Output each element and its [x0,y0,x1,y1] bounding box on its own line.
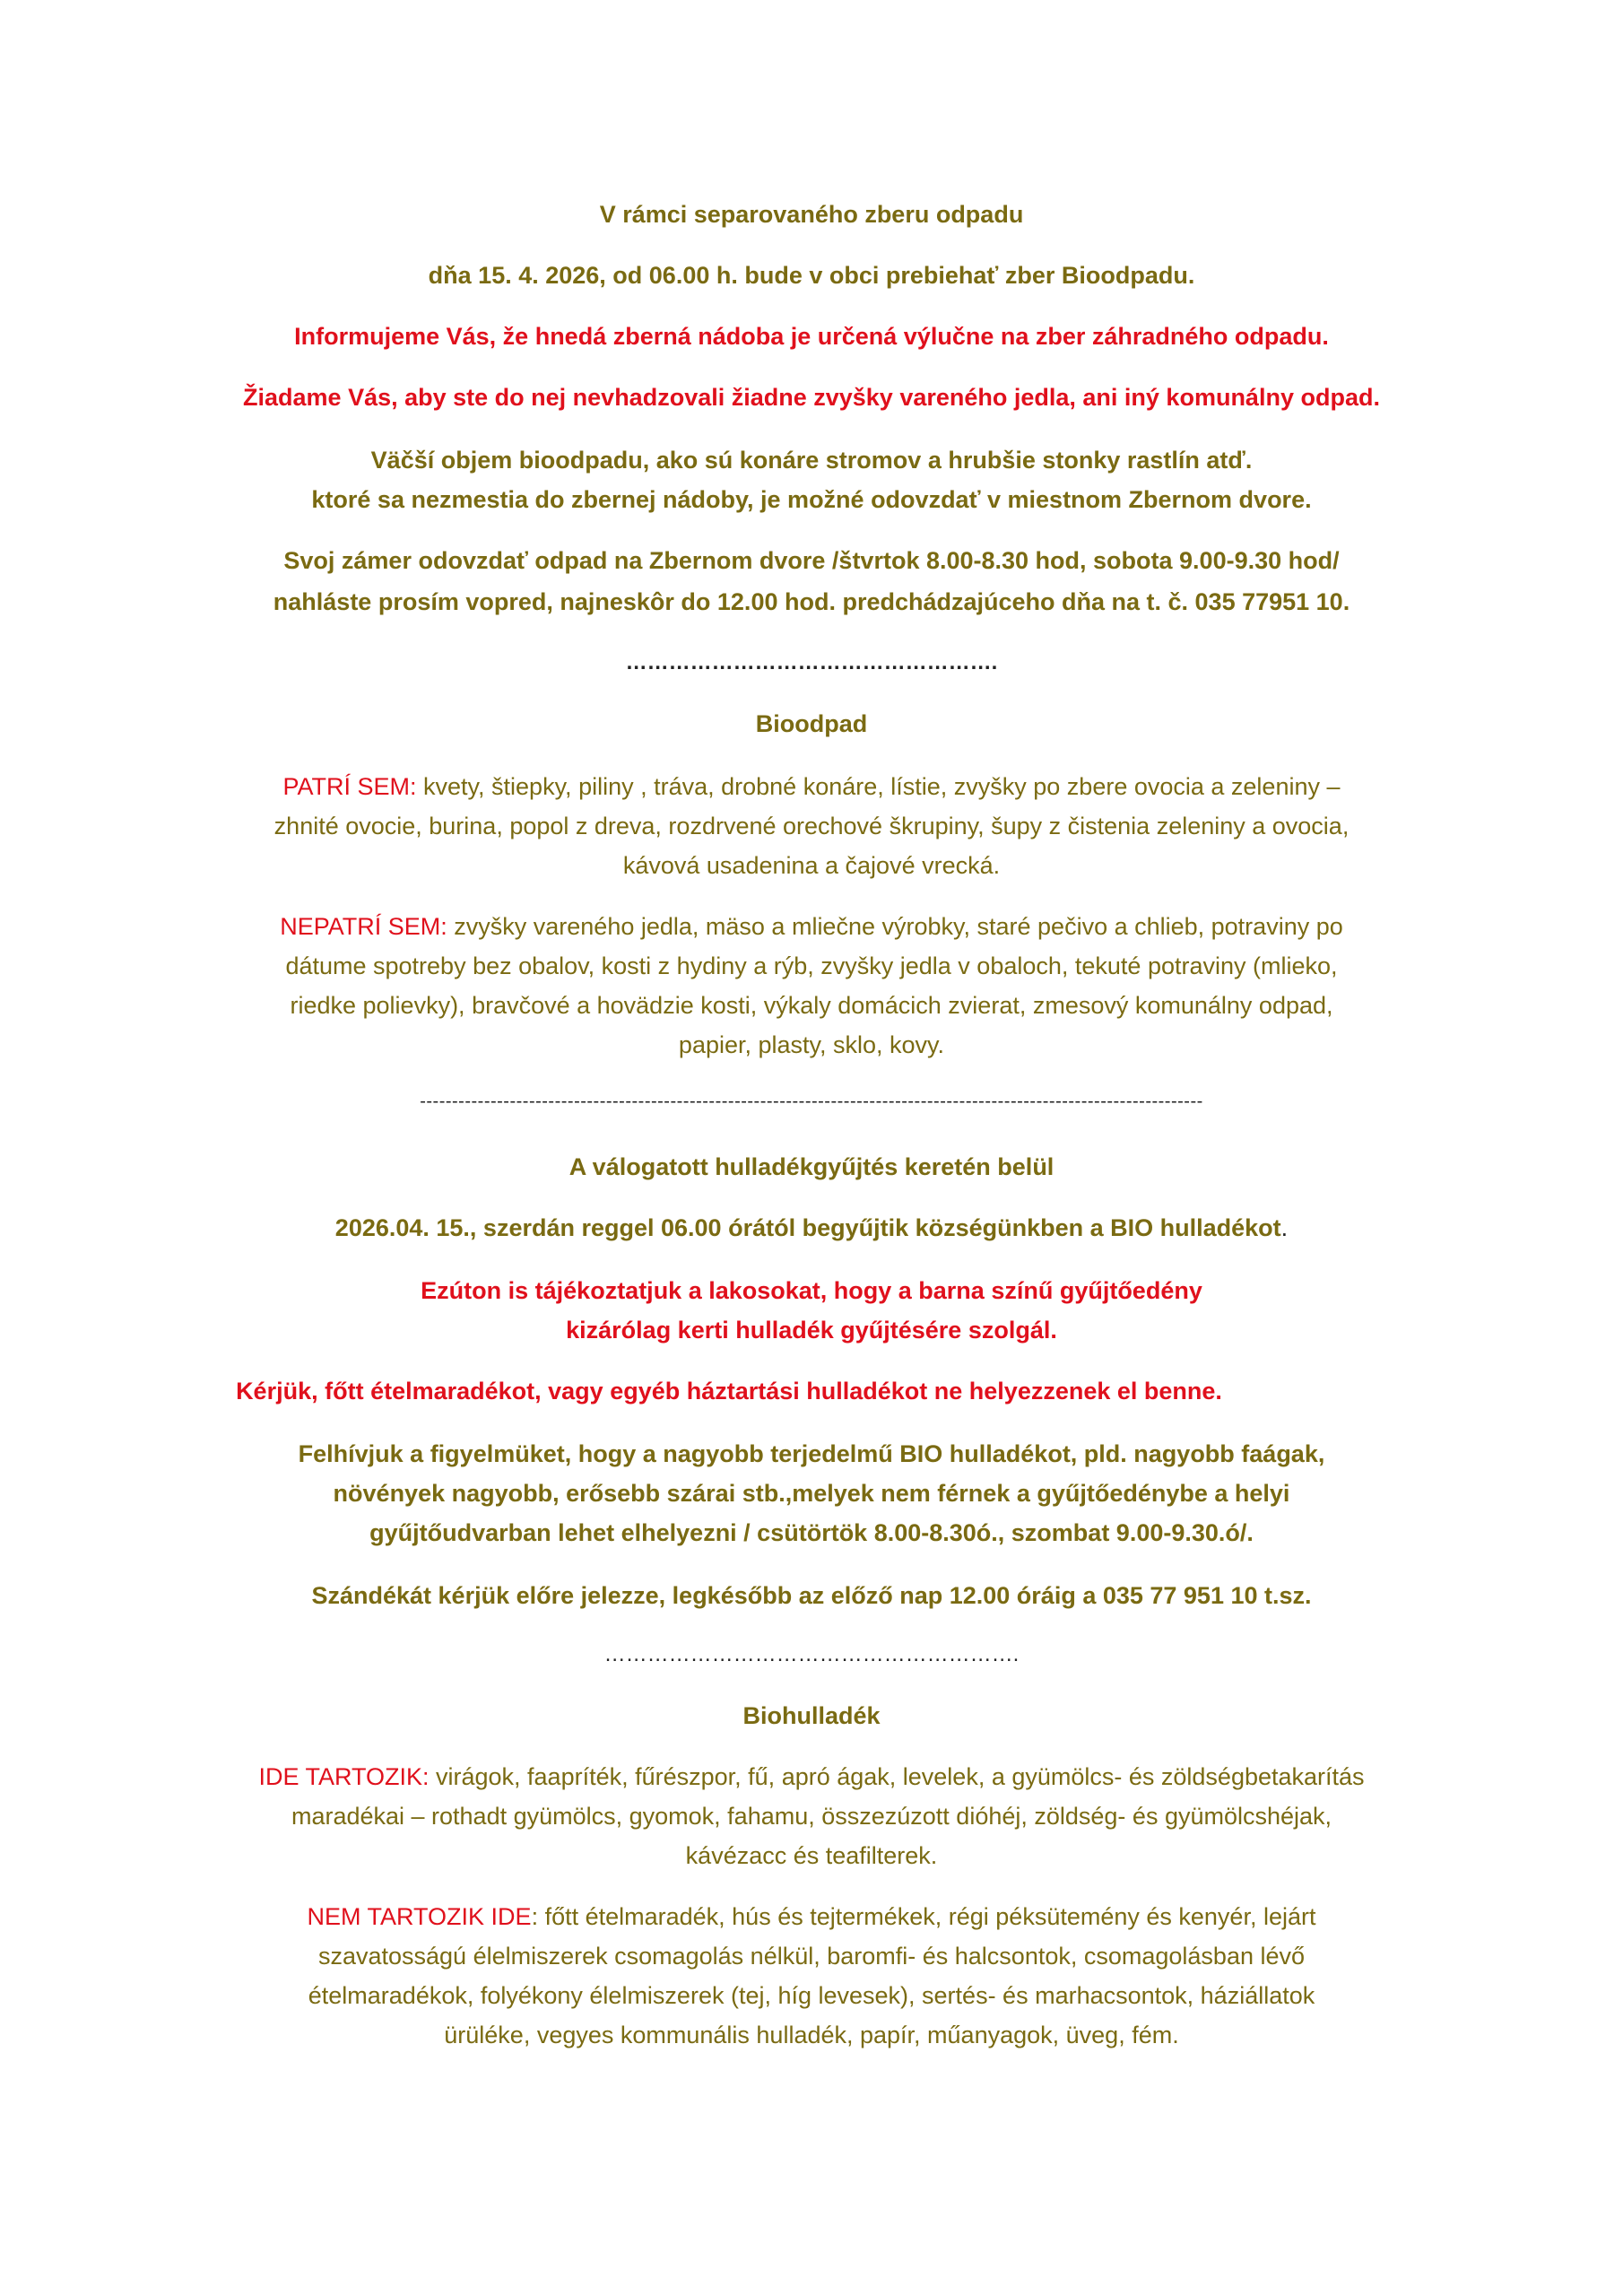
hu-notice-line: Szándékát kérjük előre jelezze, legkésőbb az előző nap 12.00 óráig a 035 77 951 10 t.sz. [311,1582,1312,1609]
sk-belongs-line-1 [0,766,1623,807]
sk-not-belongs-line-1 [0,906,1623,947]
hu-section-title: Biohulladék [742,1702,881,1729]
hu-dotted-separator: …………………………………………………. [603,1642,1020,1666]
sk-belongs-line-3: kávová usadenina a čajové vrecká. [622,852,1001,879]
sk-notice-line-2: nahláste prosím vopred, najneskôr do 12.00 hod. predchádzajúceho dňa na t. č. 035 77951 10. [273,588,1350,615]
hu-date-line [0,1207,1623,1248]
hu-belongs-line-3: kávézacc és teafilterek. [685,1842,938,1869]
sk-belongs-label: PATRÍ SEM: [282,773,417,800]
hu-warning-1-line-2: kizárólag kerti hulladék gyűjtésére szolgál. [566,1317,1057,1344]
hu-not-belongs-text: : főtt ételmaradék, hús és tejtermékek, régi péksütemény és kenyér, lejárt [531,1903,1316,1930]
sk-section-title: Bioodpad [755,710,868,737]
sk-not-belongs-line-4: papier, plasty, sklo, kovy. [678,1031,945,1058]
hu-belongs-line-2: maradékai – rothadt gyümölcs, gyomok, fahamu, összezúzott dióhéj, zöldség- és gyümölcshéjak, [291,1803,1332,1830]
hu-not-belongs-line-3: ételmaradékok, folyékony élelmiszerek (tej, híg levesek), sertés- és marhacsontok, háziállatok [308,1982,1315,2009]
sk-dotted-separator: ……………………………………………. [625,650,998,674]
hu-intro-title: A válogatott hulladékgyűjtés keretén belül [568,1153,1055,1180]
hu-bulky-line-1: Felhívjuk a figyelmüket, hogy a nagyobb terjedelmű BIO hulladékot, pld. nagyobb faágak, [298,1440,1325,1467]
sk-not-belongs-text: zvyšky vareného jedla, mäso a mliečne výrobky, staré pečivo a chlieb, potraviny po [447,913,1343,940]
hu-not-belongs-line-2: szavatosságú élelmiszerek csomagolás nélkül, baromfi- és halcsontok, csomagolásban lévő [317,1943,1306,1970]
sk-bulky-line-1: Väčší objem bioodpadu, ako sú konáre stromov a hrubšie stonky rastlín atď. [370,447,1253,474]
hu-belongs-label: IDE TARTOZIK: [258,1763,430,1790]
sk-notice-line-1: Svoj zámer odovzdať odpad na Zbernom dvore /štvrtok 8.00-8.30 hod, sobota 9.00-9.30 hod/ [283,547,1340,574]
hu-warning-1-line-1: Ezúton is tájékoztatjuk a lakosokat, hogy a barna színű gyűjtőedény [421,1277,1202,1304]
sk-not-belongs-label: NEPATRÍ SEM: [280,913,447,940]
hu-warning-2: Kérjük, főtt ételmaradékot, vagy egyéb háztartási hulladékot ne helyezzenek el benne. [236,1378,1222,1405]
hu-belongs-line-1 [0,1756,1623,1797]
sk-warning-1: Informujeme Vás, že hnedá zberná nádoba je určená výlučne na zber záhradného odpadu. [294,323,1329,350]
hu-not-belongs-line-1 [0,1896,1623,1937]
section-divider: -------------------------------------------------------------------------------------------------------------------------- [420,1091,1203,1111]
hu-bulky-line-3: gyűjtőudvarban lehet elhelyezni / csütörtök 8.00-8.30ó., szombat 9.00-9.30.ó/. [369,1519,1254,1546]
sk-bulky-line-2: ktoré sa nezmestia do zbernej nádoby, je možné odovzdať v miestnom Zbernom dvore. [311,486,1312,513]
sk-not-belongs-line-3: riedke polievky), bravčové a hovädzie kosti, výkaly domácich zvierat, zmesový komunálny odpad, [290,992,1333,1019]
sk-not-belongs-line-2: dátume spotreby bez obalov, kosti z hydiny a rýb, zvyšky jedla v obaloch, tekuté potraviny (mlieko, [285,952,1338,979]
hu-belongs-text: virágok, faapríték, fűrészpor, fű, apró ágak, levelek, a gyümölcs- és zöldségbetakarítás [429,1763,1365,1790]
hu-not-belongs-line-4: ürüléke, vegyes kommunális hulladék, papír, műanyagok, üveg, fém. [444,2022,1179,2048]
hu-date-period: . [1280,1214,1289,1241]
sk-intro-title: V rámci separovaného zberu odpadu [599,201,1024,228]
sk-warning-2: Žiadame Vás, aby ste do nej nevhadzovali žiadne zvyšky vareného jedla, ani iný komunálny odpad. [243,384,1380,411]
sk-belongs-line-2: zhnité ovocie, burina, popol z dreva, rozdrvené orechové škrupiny, šupy z čistenia zeleniny a ovocia, [273,813,1350,839]
hu-not-belongs-label: NEM TARTOZIK IDE [307,1903,532,1930]
hu-date-text: 2026.04. 15., szerdán reggel 06.00 órától begyűjtik községünkben a BIO hulladékot [334,1214,1281,1241]
hu-bulky-line-2: növények nagyobb, erősebb szárai stb.,melyek nem férnek a gyűjtőedénybe a helyi [333,1480,1290,1507]
sk-belongs-text: kvety, štiepky, piliny , tráva, drobné konáre, lístie, zvyšky po zbere ovocia a zeleniny – [416,773,1341,800]
sk-date-line: dňa 15. 4. 2026, od 06.00 h. bude v obci prebiehať zber Bioodpadu. [428,262,1195,289]
